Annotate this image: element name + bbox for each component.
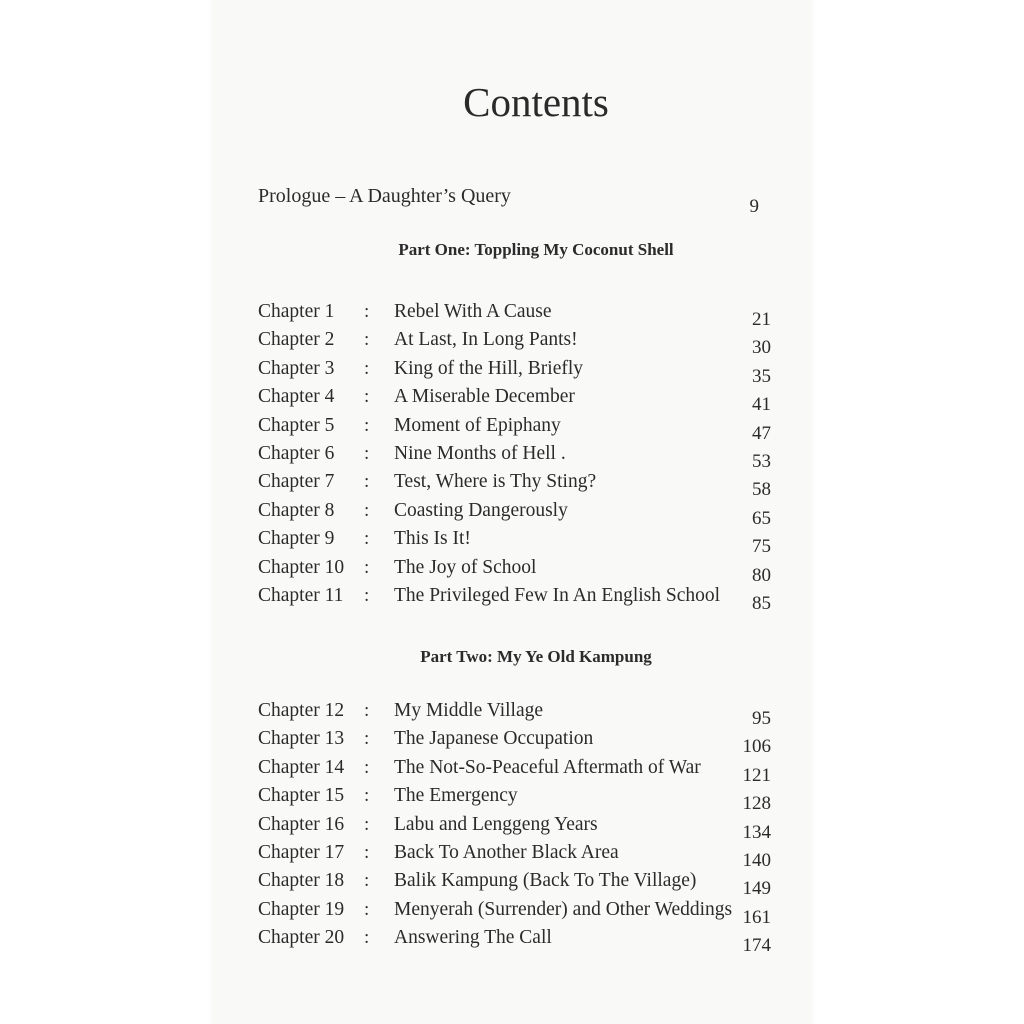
chapter-number: Chapter 14: [258, 756, 345, 778]
toc-entry: [0, 301, 1024, 329]
chapter-title: The Privileged Few In An English School: [394, 585, 721, 606]
separator: :: [364, 386, 370, 408]
separator: :: [364, 842, 370, 863]
separator: :: [364, 499, 370, 521]
page-number: 161: [742, 906, 771, 928]
separator: :: [364, 813, 370, 835]
chapter-number: Chapter 6: [258, 443, 335, 464]
toc-entry: [0, 443, 1024, 471]
page-number: 140: [742, 850, 771, 871]
page-number: 47: [752, 422, 771, 444]
chapter-title: A Miserable December: [394, 386, 575, 408]
chapter-number: Chapter 2: [258, 329, 335, 351]
chapter-title: Menyerah (Surrender) and Other Weddings: [394, 898, 733, 920]
prologue-title: Prologue – A Daughter’s Query: [258, 185, 511, 207]
chapter-number: Chapter 9: [258, 528, 335, 550]
toc-entry: [0, 899, 1024, 927]
chapter-title: This Is It!: [394, 528, 471, 550]
separator: :: [364, 443, 370, 464]
chapter-title: Test, Where is Thy Sting?: [394, 471, 597, 493]
toc-entry: [0, 927, 1024, 955]
chapter-title: Nine Months of Hell .: [394, 443, 566, 464]
separator: :: [364, 756, 370, 778]
page-number: 21: [752, 309, 771, 330]
chapter-number: Chapter 3: [258, 357, 335, 379]
separator: :: [364, 898, 370, 920]
toc-entry: [0, 785, 1024, 813]
page-number: 128: [742, 793, 771, 815]
chapter-number: Chapter 12: [258, 700, 345, 721]
toc-entry: [0, 842, 1024, 870]
toc-entry: [0, 870, 1024, 898]
separator: :: [364, 357, 370, 379]
separator: :: [364, 870, 370, 892]
page-number: 35: [752, 365, 771, 387]
page-number: 174: [742, 935, 771, 957]
toc-entry: [0, 585, 1024, 613]
page-number: 65: [752, 507, 771, 529]
separator: :: [364, 585, 370, 606]
chapter-number: Chapter 7: [258, 471, 335, 493]
page-number: 95: [752, 708, 771, 729]
page-number: 149: [742, 878, 771, 900]
toc-entry: [0, 557, 1024, 585]
chapter-title: King of the Hill, Briefly: [394, 357, 584, 379]
chapter-title: Moment of Epiphany: [394, 414, 561, 436]
chapter-number: Chapter 18: [258, 870, 345, 892]
chapter-number: Chapter 4: [258, 386, 335, 408]
toc-entry: [0, 500, 1024, 528]
chapter-number: Chapter 5: [258, 414, 335, 436]
chapter-title: Balik Kampung (Back To The Village): [394, 870, 697, 892]
page-number: 121: [742, 764, 771, 786]
chapter-number: Chapter 1: [258, 301, 335, 322]
prologue-page-number: 9: [749, 196, 759, 217]
chapter-title: Labu and Lenggeng Years: [394, 813, 598, 835]
chapter-title: Rebel With A Cause: [394, 301, 552, 322]
chapter-number: Chapter 19: [258, 898, 345, 920]
chapter-number: Chapter 13: [258, 728, 345, 750]
chapter-number: Chapter 20: [258, 927, 345, 949]
toc-entry: [0, 757, 1024, 785]
chapter-title: Answering The Call: [394, 927, 552, 949]
chapter-title: The Joy of School: [394, 556, 537, 578]
chapter-title: Back To Another Black Area: [394, 842, 619, 863]
chapter-title: The Japanese Occupation: [394, 728, 594, 750]
page-number: 41: [752, 394, 771, 416]
separator: :: [364, 414, 370, 436]
chapter-title: The Emergency: [394, 785, 518, 807]
chapter-title: At Last, In Long Pants!: [394, 329, 578, 351]
toc-entry: [0, 471, 1024, 499]
page-number: 85: [752, 593, 771, 614]
page-number: 58: [752, 479, 771, 501]
separator: :: [364, 785, 370, 807]
chapter-number: Chapter 15: [258, 785, 345, 807]
page-number: 30: [752, 337, 771, 359]
toc-entry: [0, 358, 1024, 386]
separator: :: [364, 301, 370, 322]
page-number: 53: [752, 451, 771, 472]
page-number: 80: [752, 564, 771, 586]
toc-entry: [0, 415, 1024, 443]
toc-entry: [0, 386, 1024, 414]
chapter-number: Chapter 10: [258, 556, 345, 578]
chapter-title: The Not-So-Peaceful Aftermath of War: [394, 756, 701, 778]
toc-entry: [0, 728, 1024, 756]
separator: :: [364, 556, 370, 578]
chapter-number: Chapter 17: [258, 842, 345, 863]
part-two-heading: Part Two: My Ye Old Kampung: [420, 647, 652, 666]
separator: :: [364, 728, 370, 750]
page-title: Contents: [463, 79, 609, 125]
page-number: 75: [752, 536, 771, 558]
chapter-number: Chapter 8: [258, 499, 335, 521]
toc-entry: [0, 329, 1024, 357]
toc-entry: [0, 528, 1024, 556]
chapter-title: My Middle Village: [394, 700, 544, 721]
part-one-heading: Part One: Toppling My Coconut Shell: [398, 240, 674, 259]
chapter-number: Chapter 16: [258, 813, 345, 835]
separator: :: [364, 329, 370, 351]
separator: :: [364, 528, 370, 550]
toc-entry: [0, 700, 1024, 728]
separator: :: [364, 471, 370, 493]
chapter-title: Coasting Dangerously: [394, 499, 568, 521]
separator: :: [364, 927, 370, 949]
toc-entry: [0, 814, 1024, 842]
page-number: 134: [742, 821, 771, 843]
separator: :: [364, 700, 370, 721]
page-number: 106: [742, 736, 771, 758]
chapter-number: Chapter 11: [258, 585, 344, 606]
